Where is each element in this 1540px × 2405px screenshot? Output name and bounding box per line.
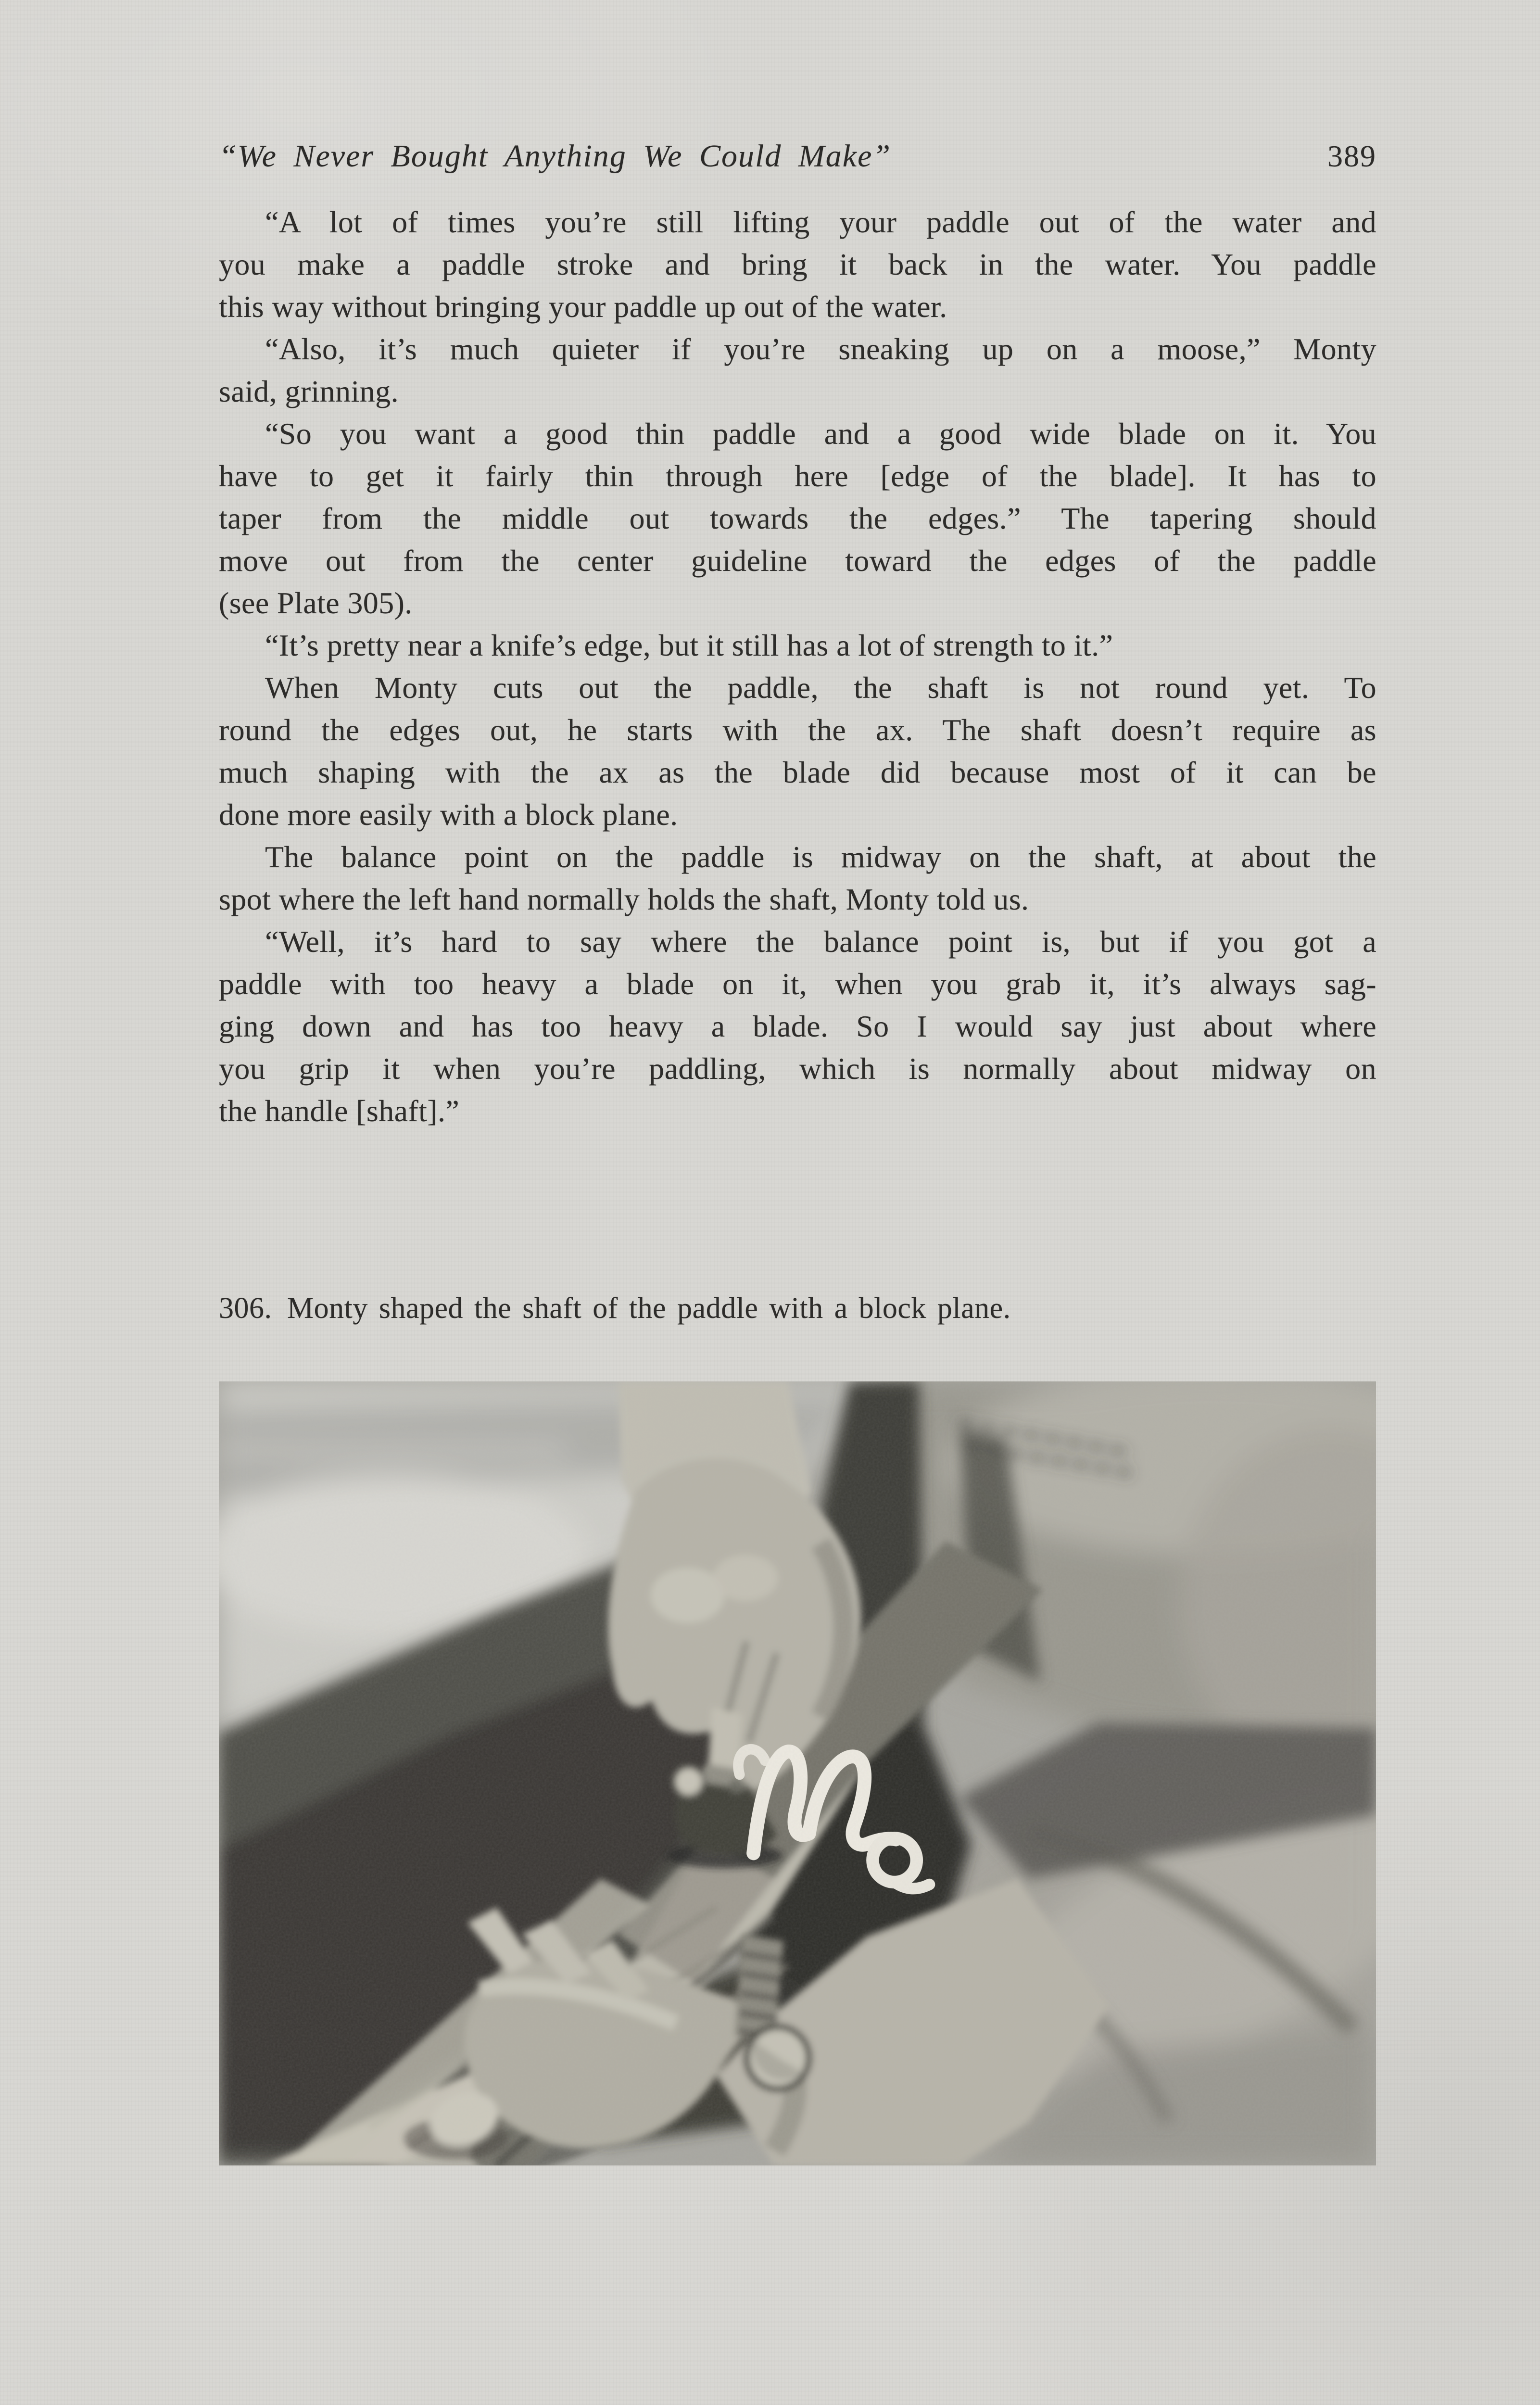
body-line: The balance point on the paddle is midway on the shaft, at about the xyxy=(265,840,1376,874)
body-line: ging down and has too heavy a blade. So I would say just about where xyxy=(219,1009,1376,1043)
body-line: said, grinning. xyxy=(219,374,399,408)
paragraph-1 xyxy=(219,201,1376,328)
body-line: “A lot of times you’re still lifting your paddle out of the water and xyxy=(265,205,1376,239)
running-header xyxy=(219,140,1376,172)
body-line: “It’s pretty near a knife’s edge, but it still has a lot of strength to it.” xyxy=(265,628,1113,662)
figure-photo xyxy=(219,1381,1376,2165)
body-line: you grip it when you’re paddling, which is normally about midway on xyxy=(219,1051,1376,1086)
body-line: the handle [shaft].” xyxy=(219,1094,460,1128)
paragraph-2 xyxy=(219,328,1376,413)
page-number: 389 xyxy=(1327,139,1376,173)
body-text xyxy=(219,201,1376,1132)
body-line: much shaping with the ax as the blade did because most of it can be xyxy=(219,755,1376,789)
body-line: paddle with too heavy a blade on it, when you grab it, it’s always sag- xyxy=(219,967,1376,1001)
body-line: “Also, it’s much quieter if you’re sneaking up on a moose,” Monty xyxy=(265,332,1376,366)
body-line: you make a paddle stroke and bring it back in the water. You paddle xyxy=(219,247,1376,281)
body-line: “So you want a good thin paddle and a good wide blade on it. You xyxy=(265,417,1376,451)
running-header-title: “We Never Bought Anything We Could Make” xyxy=(219,139,892,174)
body-line: taper from the middle out towards the edges.” The tapering should xyxy=(219,501,1376,535)
body-line: spot where the left hand normally holds the shaft, Monty told us. xyxy=(219,882,1029,916)
body-line: When Monty cuts out the paddle, the shaft is not round yet. To xyxy=(265,671,1376,705)
photo-plate xyxy=(219,1381,1376,2165)
paragraph-7 xyxy=(219,921,1376,1132)
body-line: move out from the center guideline toward the edges of the paddle xyxy=(219,544,1376,578)
photo-grain-overlay xyxy=(219,1381,1376,2165)
paragraph-4 xyxy=(219,624,1376,667)
body-line: “Well, it’s hard to say where the balance point is, but if you got a xyxy=(265,924,1376,959)
paragraph-6 xyxy=(219,836,1376,921)
body-line: (see Plate 305). xyxy=(219,586,413,620)
figure-caption: 306. Monty shaped the shaft of the paddle with a block plane. xyxy=(219,1292,1011,1325)
paragraph-5 xyxy=(219,667,1376,836)
body-line: have to get it fairly thin through here [edge of the blade]. It has to xyxy=(219,459,1376,493)
body-line: done more easily with a block plane. xyxy=(219,797,678,832)
paragraph-3 xyxy=(219,413,1376,624)
body-line: round the edges out, he starts with the ax. The shaft doesn’t require as xyxy=(219,713,1376,747)
body-line: this way without bringing your paddle up out of the water. xyxy=(219,290,947,324)
